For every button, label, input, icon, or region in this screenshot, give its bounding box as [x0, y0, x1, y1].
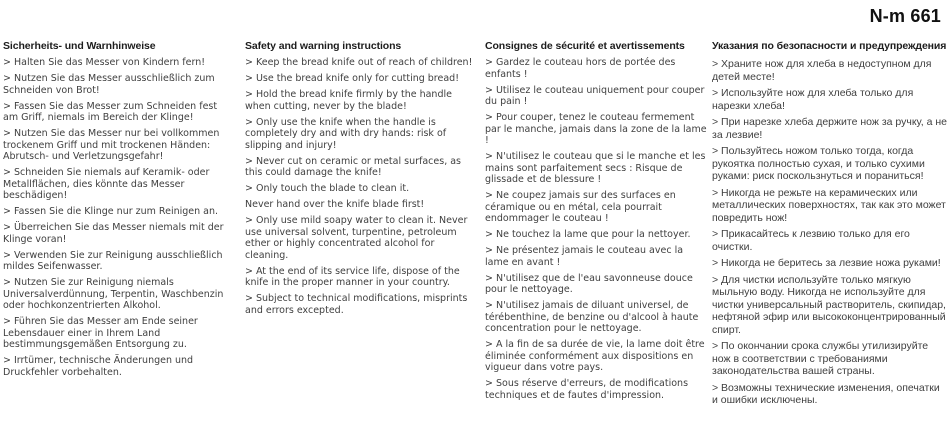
instruction-item: > Halten Sie das Messer von Kindern fern! — [3, 57, 206, 68]
instruction-item: > Überreichen Sie das Messer niemals mit der Klinge voran! — [3, 222, 224, 245]
column-english — [245, 40, 475, 321]
column-title-english: Safety and warning instructions — [245, 40, 402, 52]
instruction-item: > Verwenden Sie zur Reinigung ausschließlich mildes Seifenwasser. — [3, 249, 223, 272]
instruction-item: > Fassen Sie die Klinge nur zum Reinigen an. — [3, 206, 219, 217]
instruction-item: > Hold the bread knife firmly by the handle when cutting, never by the blade! — [245, 89, 452, 112]
instruction-item: > Keep the bread knife out of reach of children! — [245, 57, 473, 68]
instruction-item: > Никогда не беритесь за лезвие ножа руками! — [712, 257, 941, 269]
instruction-item: > N'utilisez jamais de diluant universel, de térébenthine, de benzine ou d'alcool à haute concentration pour le nettoyage. — [485, 300, 699, 334]
instruction-item: > Only use the knife when the handle is completely dry and with dry hands: risk of slipping and injury! — [245, 116, 447, 151]
instruction-item: > Nutzen Sie das Messer nur bei vollkommen trockenem Griff und mit trockenen Händen: Abrutsch- und Verletzungsgefahr! — [3, 128, 220, 162]
instruction-item: > Возможны технические изменения, опечатки и ошибки исключены. — [712, 381, 940, 406]
column-french — [485, 40, 709, 406]
instruction-item: > Schneiden Sie niemals auf Keramik- oder Metallflächen, dies könnte das Messer beschädigen! — [3, 167, 210, 201]
instruction-item: > Ne touchez la lame que pour la nettoyer. — [485, 229, 691, 240]
instruction-item: > Для чистки используйте только мягкую мыльную воду. Никогда не используйте для чистки универсальный растворитель, скипидар, нефтяной эфир или высококонцентрированный спирт. — [712, 273, 946, 336]
instruction-item: > Utilisez le couteau uniquement pour couper du pain ! — [485, 84, 705, 107]
instruction-item: > Sous réserve d'erreurs, de modifications techniques et de fautes d'impression. — [485, 378, 689, 401]
column-german — [3, 40, 235, 383]
instruction-item: > Никогда не режьте на керамических или металлических поверхностях, так как это может повредить нож! — [712, 186, 946, 224]
instruction-item: > Пользуйтесь ножом только тогда, когда рукоятка полностью сухая, и только сухими руками: риск поскользнуться и пораниться! — [712, 145, 925, 182]
instruction-item: > При нарезке хлеба держите нож за ручку, а не за лезвие! — [712, 116, 947, 141]
instruction-item: > N'utilisez le couteau que si le manche et les mains sont parfaitement secs : Risque de glissade et de blessure ! — [485, 151, 706, 185]
instruction-item: > Only use mild soapy water to clean it. Never use universal solvent, turpentine, petroleum ether or highly concentrated alcohol for cleaning. — [245, 215, 468, 261]
instruction-item: > Fassen Sie das Messer zum Schneiden fest am Griff, niemals im Bereich der Klinge! — [3, 100, 218, 123]
instruction-item: > Führen Sie das Messer am Ende seiner Lebensdauer einer in Ihrem Land bestimmungsgemäßen Entsorgung zu. — [3, 316, 198, 350]
instruction-item: > Используйте нож для хлеба только для нарезки хлеба! — [712, 87, 914, 112]
instruction-item: > Ne coupez jamais sur des surfaces en céramique ou en métal, cela pourrait endommager le couteau ! — [485, 190, 676, 224]
column-title-russian: Указания по безопасности и предупреждения — [712, 40, 947, 52]
instruction-item: > At the end of its service life, dispose of the knife in the proper manner in your country. — [245, 265, 460, 288]
instruction-item: > Subject to technical modifications, misprints and errors excepted. — [245, 293, 468, 316]
instruction-item: > Nutzen Sie das Messer ausschließlich zum Schneiden von Brot! — [3, 73, 215, 96]
instruction-item: > Храните нож для хлеба в недоступном для детей месте! — [712, 58, 932, 83]
instruction-item: Never hand over the knife blade first! — [245, 199, 425, 210]
instruction-item: > N'utilisez que de l'eau savonneuse douce pour le nettoyage. — [485, 272, 693, 295]
instruction-item: > Прикасайтесь к лезвию только для его очистки. — [712, 228, 910, 253]
column-title-french: Consignes de sécurité et avertissements — [485, 40, 685, 52]
column-title-german: Sicherheits- und Warnhinweise — [3, 40, 156, 52]
model-number: N-m 661 — [869, 6, 941, 26]
instruction-item: > Never cut on ceramic or metal surfaces, as this could damage the knife! — [245, 155, 462, 178]
instruction-item: > По окончании срока службы утилизируйте нож в соответствии с требованиями законодательства вашей страны. — [712, 340, 929, 377]
instruction-item: > Irrtümer, technische Änderungen und Druckfehler vorbehalten. — [3, 355, 194, 378]
instruction-item: > Gardez le couteau hors de portée des enfants ! — [485, 57, 676, 80]
instruction-item: > Nutzen Sie zur Reinigung niemals Universalverdünnung, Terpentin, Waschbenzin oder hochkonzentrierten Alkohol. — [3, 277, 224, 311]
instruction-item: > Ne présentez jamais le couteau avec la lame en avant ! — [485, 245, 684, 268]
instruction-item: > Only touch the blade to clean it. — [245, 183, 410, 194]
instruction-item: > Use the bread knife only for cutting bread! — [245, 73, 460, 84]
column-russian — [712, 40, 948, 411]
instruction-item: > Pour couper, tenez le couteau fermement par le manche, jamais dans la zone de la lame ! — [485, 112, 707, 146]
instruction-item: > A la fin de sa durée de vie, la lame doit être éliminée conformément aux dispositions en vigueur dans votre pays. — [485, 339, 705, 373]
